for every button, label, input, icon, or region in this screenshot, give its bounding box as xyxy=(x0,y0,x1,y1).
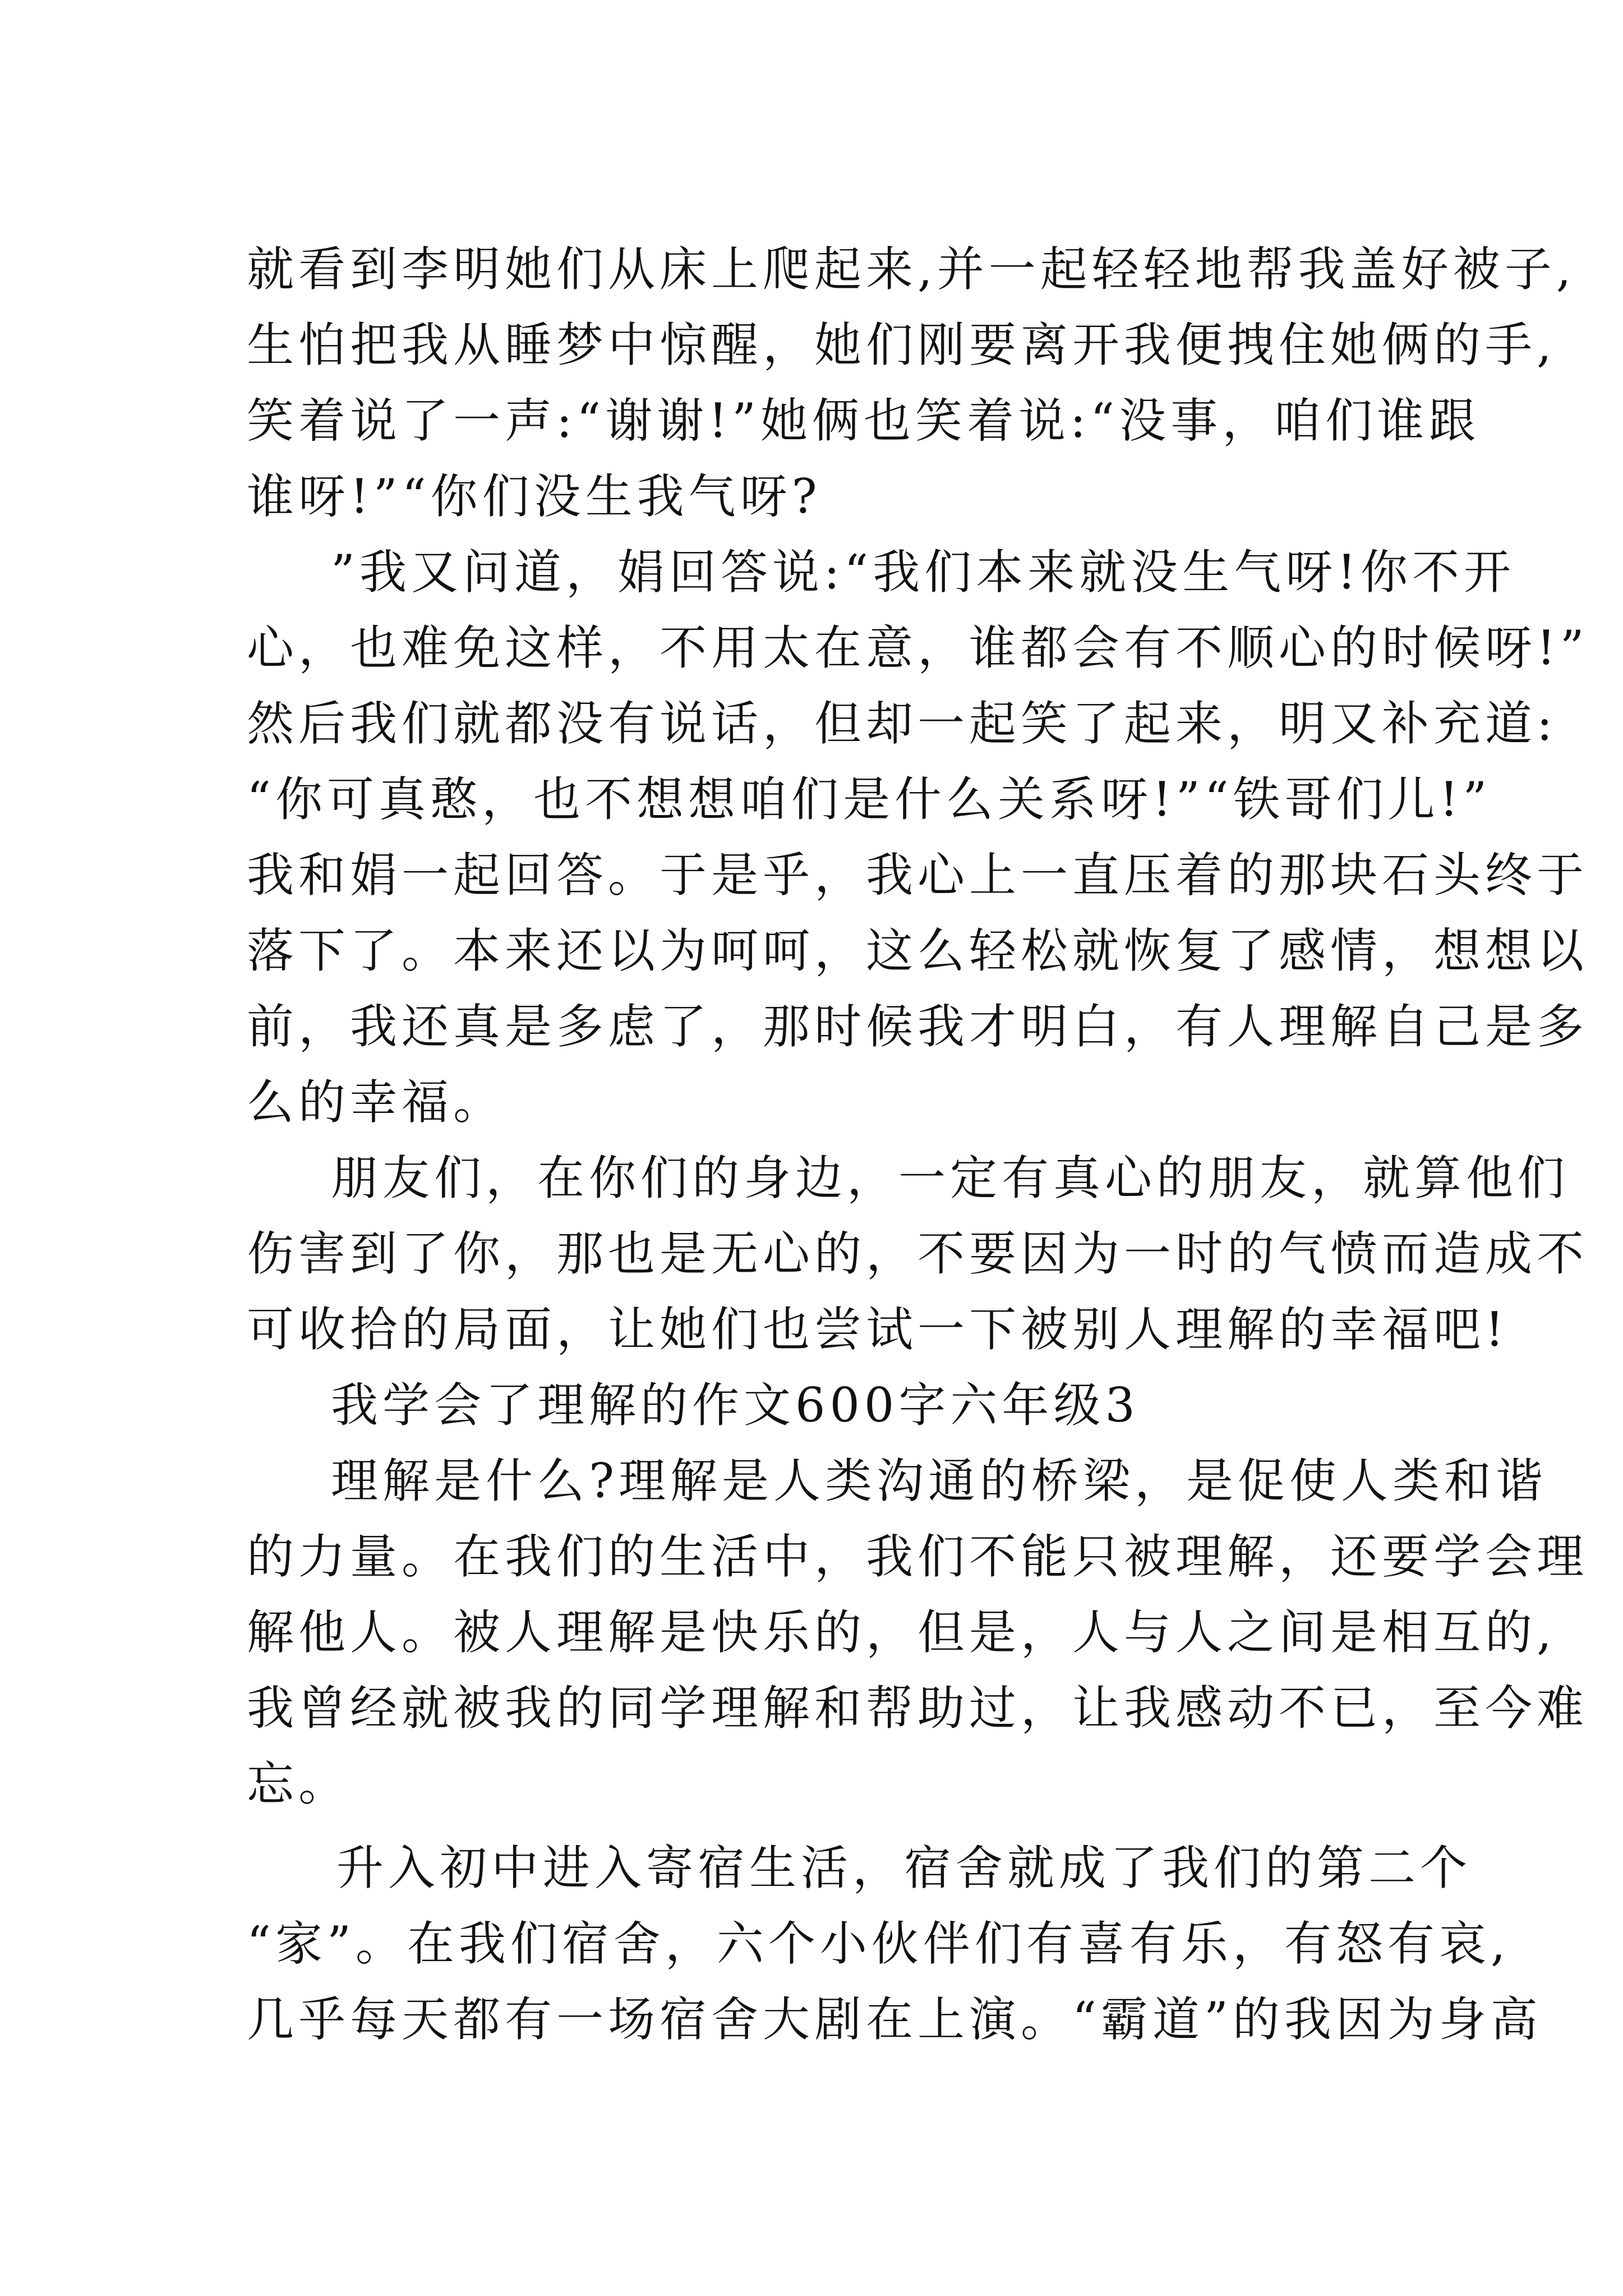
text-line-17: 理解是什么?理解是人类沟通的桥梁，是促使人类和谐 xyxy=(331,1453,1548,1508)
text-line-20: 我曾经就被我的同学理解和帮助过，让我感动不已，至今难 xyxy=(247,1681,1589,1736)
text-line-6: 心，也难免这样，不用太在意，谁都会有不顺心的时候呀!” xyxy=(247,620,1589,675)
text-line-19: 解他人。被人理解是快乐的，但是，人与人之间是相互的, xyxy=(247,1605,1556,1660)
section-heading: 我学会了理解的作文600字六年级3 xyxy=(331,1378,1140,1433)
text-line-10: 落下了。本来还以为呵呵，这么轻松就恢复了感情，想想以 xyxy=(247,923,1589,978)
text-line-14: 伤害到了你，那也是无心的，不要因为一时的气愤而造成不 xyxy=(247,1226,1589,1281)
text-line-7: 然后我们就都没有说话，但却一起笑了起来，明又补充道: xyxy=(247,696,1557,751)
text-line-3: 笑着说了一声:“谢谢!”她俩也笑着说:“没事，咱们谁跟 xyxy=(247,393,1481,448)
text-line-11: 前，我还真是多虑了，那时候我才明白，有人理解自己是多 xyxy=(247,999,1589,1054)
text-line-12: 么的幸福。 xyxy=(247,1075,505,1130)
text-line-8: “你可真憨，也不想想咱们是什么关系呀!”“铁哥们儿!” xyxy=(247,772,1492,827)
text-line-15: 可收拾的局面，让她们也尝试一下被别人理解的幸福吧! xyxy=(247,1302,1509,1357)
text-line-1: 就看到李明她们从床上爬起来,并一起轻轻地帮我盖好被子, xyxy=(247,242,1576,297)
text-line-5: ”我又问道，娟回答说:“我们本来就没生气呀!你不开 xyxy=(331,545,1515,600)
text-line-13: 朋友们，在你们的身边，一定有真心的朋友，就算他们 xyxy=(331,1151,1570,1205)
text-line-2: 生怕把我从睡梦中惊醒，她们刚要离开我便拽住她俩的手, xyxy=(247,318,1556,372)
text-line-9: 我和娟一起回答。于是乎，我心上一直压着的那块石头终于 xyxy=(247,848,1589,903)
text-line-18: 的力量。在我们的生活中，我们不能只被理解，还要学会理 xyxy=(247,1529,1589,1584)
text-line-23: “家”。在我们宿舍，六个小伙伴们有喜有乐，有怒有哀, xyxy=(247,1916,1510,1971)
text-line-22: 升入初中进入寄宿生活，宿舍就成了我们的第二个 xyxy=(336,1841,1472,1895)
text-line-24: 几乎每天都有一场宿舍大剧在上演。“霸道”的我因为身高 xyxy=(247,1992,1542,2047)
text-line-4: 谁呀!”“你们没生我气呀? xyxy=(247,469,822,524)
text-line-21: 忘。 xyxy=(247,1756,351,1811)
